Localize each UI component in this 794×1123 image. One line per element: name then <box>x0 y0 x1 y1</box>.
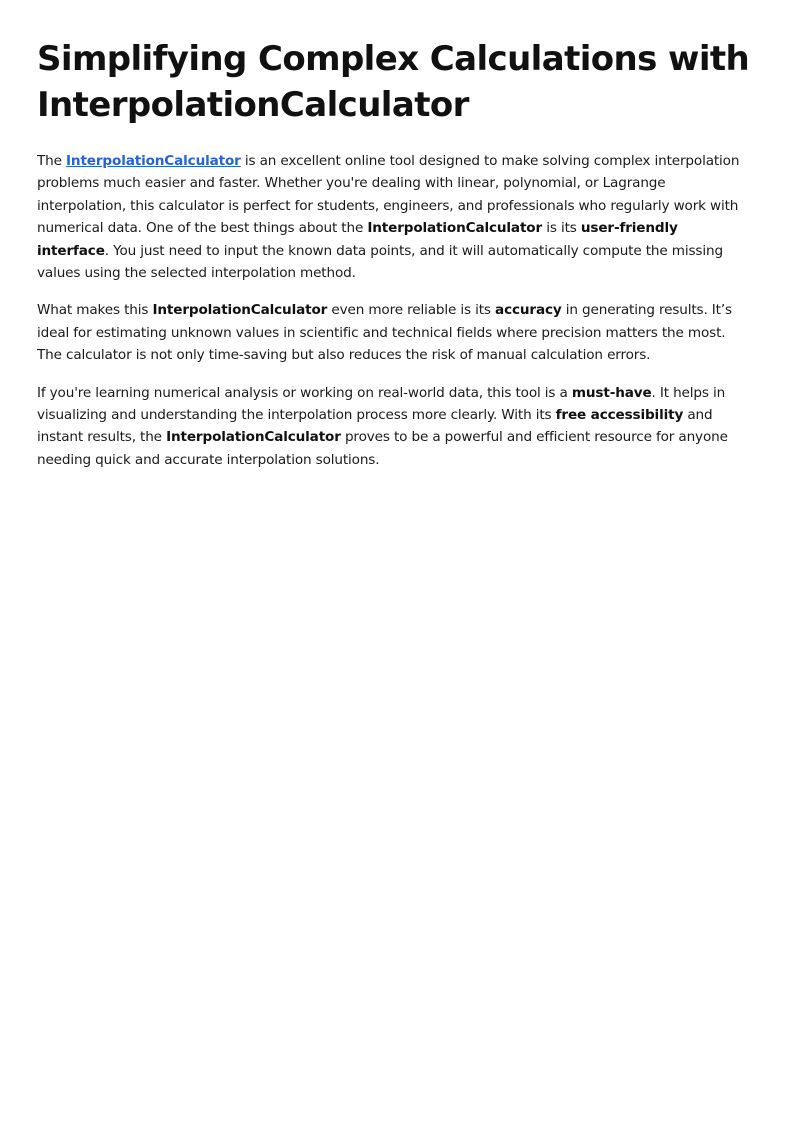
paragraph-accuracy <box>37 299 753 366</box>
text-segment: in generating results. It’s ideal for estimating unknown values in scientific and technical fields where precision matters the most. The calculator is not only time-saving but also reduces the risk of manual calculation errors. <box>37 302 732 364</box>
text-segment: . You just need to input the known data points, and it will automatically compute the missing values using the selected interpolation method. <box>37 242 723 282</box>
bold-user-friendly-interface: user-friendly interface <box>37 220 678 259</box>
bold-product-name: InterpolationCalculator <box>152 302 328 319</box>
bold-product-name: InterpolationCalculator <box>367 220 543 237</box>
text-segment: even more reliable is its <box>327 302 496 319</box>
article <box>37 36 753 486</box>
text-segment: is an excellent online tool designed to make solving complex interpolation problems much easier and faster. Whether you're dealing with linear, polynomial, or Lagrange interpolation, this calculator is perfect for students, engineers, and professionals who regularly work with numerical data. One of the best things about the <box>37 153 740 237</box>
text-segment: and instant results, the <box>37 407 713 446</box>
text-segment: The <box>37 153 67 169</box>
paragraph-conclusion <box>37 382 753 472</box>
text-segment: . It helps in visualizing and understanding the interpolation process more clearly. With its <box>37 384 726 424</box>
paragraph-intro <box>37 150 753 284</box>
bold-product-name: InterpolationCalculator <box>166 429 341 446</box>
text-segment: is its <box>542 220 581 237</box>
bold-must-have: must-have <box>571 384 652 401</box>
text-segment: What makes this <box>37 302 153 319</box>
text-segment: If you're learning numerical analysis or working on real-world data, this tool is a <box>37 384 572 401</box>
bold-free-accessibility: free accessibility <box>555 407 684 424</box>
page-title: Simplifying Complex Calculations with InterpolationCalculator <box>37 39 750 125</box>
bold-accuracy: accuracy <box>495 302 562 319</box>
interpolation-calculator-link[interactable]: InterpolationCalculator <box>66 153 241 169</box>
text-segment: proves to be a powerful and efficient resource for anyone needing quick and accurate interpolation solutions. <box>37 429 728 468</box>
